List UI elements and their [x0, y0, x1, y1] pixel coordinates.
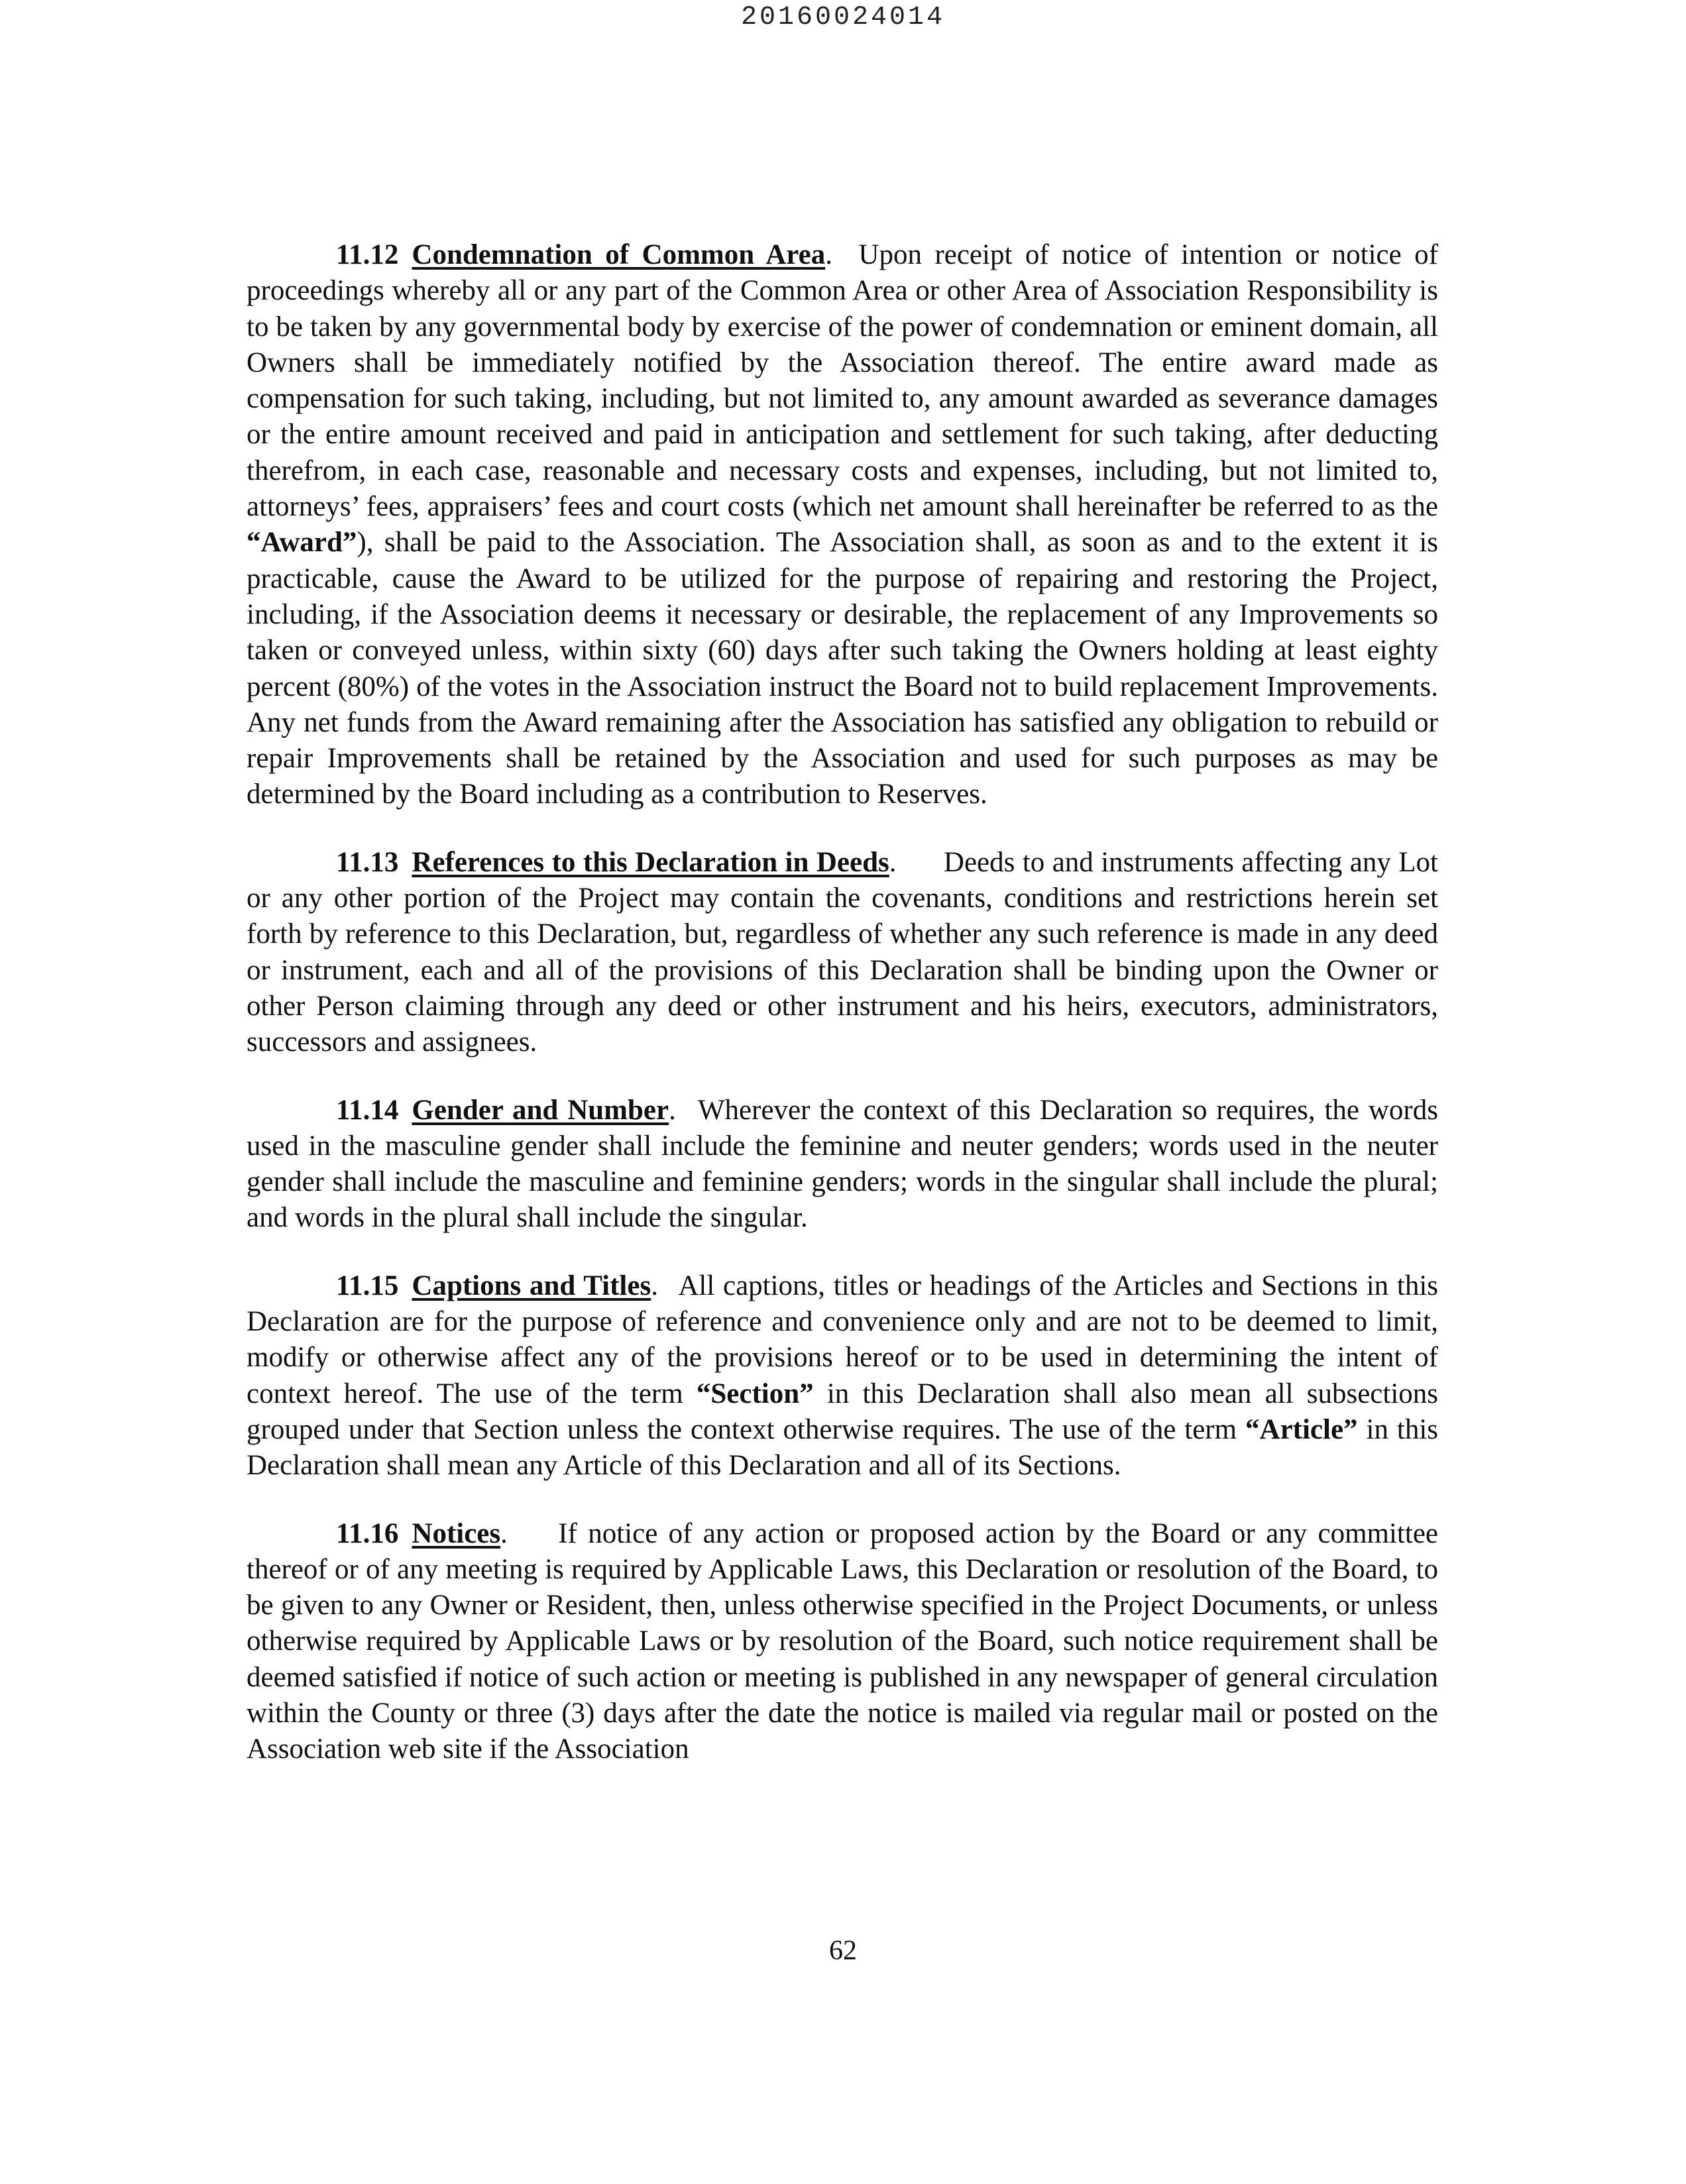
section-number: 11.16	[336, 1517, 399, 1549]
section-title: References to this Declaration in Deeds	[412, 846, 889, 878]
section-number: 11.13	[336, 846, 399, 878]
section-11-13: 11.13 References to this Declaration in Deeds. Deeds to and instruments affecting any Lot or any other portion of the Project may contain the covenants, conditions and restrictions herein set forth by reference to this Declaration, but, regardless of whether any such reference is made in any deed or instrument, each and all of the provisions of this Declaration shall be binding upon the Owner or other Person claiming through any deed or other instrument and his heirs, executors, administrators, successors and assignees.	[247, 846, 1438, 1058]
section-11-14: 11.14 Gender and Number. Wherever the context of this Declaration so requires, the words used in the masculine gender shall include the feminine and neuter genders; words used in the neuter gender shall include the masculine and feminine genders; words in the singular shall include the plural; and words in the plural shall include the singular.	[247, 1094, 1438, 1234]
section-title: Captions and Titles	[412, 1270, 651, 1301]
defined-term: “Award”	[247, 527, 357, 559]
section-text: Deeds to and instruments affecting any Lot or any other portion of the Project may contain the covenants, conditions and restrictions herein set forth by reference to this Declaration, but, regardless of whether any such reference is made in any deed or instrument, each and all of the provisions of this Declaration shall be binding upon the Owner or other Person claiming through any deed or other instrument and his heirs, executors, administrators, successors and assignees.	[247, 846, 1438, 1058]
section-11-12: 11.12 Condemnation of Common Area. Upon receipt of notice of intention or notice of proceedings whereby all or any part of the Common Area or other Area of Association Responsibility is to be taken by any governmental body by exercise of the power of condemnation or eminent domain, all Owners shall be immediately notified by the Association thereof. The entire award made as compensation for such taking, including, but not limited to, any amount awarded as severance damages or the entire amount received and paid in anticipation and settlement for such taking, after deducting therefrom, in each case, reasonable and necessary costs and expenses, including, but not limited to, attorneys’ fees, appraisers’ fees and court costs (which net amount shall hereinafter be referred to as the “Award”), shall be paid to the Association. The Association shall, as soon as and to the extent it is practicable, cause the Award to be utilized for the purpose of repairing and restoring the Project, including, if the Association deems it necessary or desirable, the replacement of any Improvements so taken or conveyed unless, within sixty (60) days after such taking the Owners holding at least eighty percent (80%) of the votes in the Association instruct the Board not to build replacement Improvements. Any net funds from the Award remaining after the Association has satisfied any obligation to rebuild or repair Improvements shall be retained by the Association and used for such purposes as may be determined by the Board including as a contribution to Reserves.	[247, 239, 1438, 810]
section-number: 11.15	[336, 1270, 399, 1301]
section-text: Wherever the context of this Declaration so requires, the words used in the masculine gender shall include the feminine and neuter genders; words used in the neuter gender shall include the masculine and feminine genders; words in the singular shall include the plural; and words in the plural shall include the singular.	[247, 1094, 1438, 1234]
section-title: Gender and Number	[412, 1094, 669, 1126]
section-text: ), shall be paid to the Association. The Association shall, as soon as and to the extent it is practicable, cause the Award to be utilized for the purpose of repairing and restoring the Project, including, if the Association deems it necessary or desirable, the replacement of any Improvements so taken or conveyed unless, within sixty (60) days after such taking the Owners holding at least eighty percent (80%) of the votes in the Association instruct the Board not to build replacement Improvements. Any net funds from the Award remaining after the Association has satisfied any obligation to rebuild or repair Improvements shall be retained by the Association and used for such purposes as may be determined by the Board including as a contribution to Reserves.	[247, 527, 1438, 810]
section-text: in this Declaration shall also mean all subsections grouped under that Section unless the context otherwise requires. The use of the term	[247, 1378, 1438, 1445]
section-11-16: 11.16 Notices. If notice of any action or proposed action by the Board or any committee thereof or of any meeting is required by Applicable Laws, this Declaration or resolution of the Board, to be given to any Owner or Resident, then, unless otherwise specified in the Project Documents, or unless otherwise required by Applicable Laws or by resolution of the Board, such notice requirement shall be deemed satisfied if notice of such action or meeting is published in any newspaper of general circulation within the County or three (3) days after the date the notice is mailed via regular mail or posted on the Association web site if the Association	[247, 1517, 1438, 1765]
section-title: Condemnation of Common Area	[412, 239, 826, 270]
page-number: 62	[829, 1936, 857, 1966]
page-body	[247, 237, 1438, 1768]
section-text: in this Declaration shall mean any Article of this Declaration and all of its Sections.	[247, 1413, 1439, 1482]
section-title: Notices	[412, 1517, 501, 1549]
defined-term: “Section”	[696, 1378, 814, 1409]
section-text: If notice of any action or proposed action by the Board or any committee thereof or of any meeting is required by Applicable Laws, this Declaration or resolution of the Board, to be given to any Owner or Resident, then, unless otherwise specified in the Project Documents, or unless otherwise required by Applicable Laws or by resolution of the Board, such notice requirement shall be deemed satisfied if notice of such action or meeting is published in any newspaper of general circulation within the County or three (3) days after the date the notice is mailed via regular mail or posted on the Association web site if the Association	[247, 1517, 1438, 1765]
section-text: All captions, titles or headings of the Articles and Sections in this Declaration are for the purpose of reference and convenience only and are not to be deemed to limit, modify or otherwise affect any of the provisions hereof or to be used in determining the intent of context hereof. The use of the term	[247, 1270, 1439, 1409]
defined-term: “Article”	[1245, 1413, 1358, 1445]
section-text: Upon receipt of notice of intention or notice of proceedings whereby all or any part of the Common Area or other Area of Association Responsibility is to be taken by any governmental body by exercise of the power of condemnation or eminent domain, all Owners shall be immediately notified by the Association thereof. The entire award made as compensation for such taking, including, but not limited to, any amount awarded as severance damages or the entire amount received and paid in anticipation and settlement for such taking, after deducting therefrom, in each case, reasonable and necessary costs and expenses, including, but not limited to, attorneys’ fees, appraisers’ fees and court costs (which net amount shall hereinafter be referred to as the	[247, 239, 1438, 523]
document-number: 20160024014	[740, 3, 946, 32]
section-11-15: 11.15 Captions and Titles. All captions, titles or headings of the Articles and Sections in this Declaration are for the purpose of reference and convenience only and are not to be deemed to limit, modify or otherwise affect any of the provisions hereof or to be used in determining the intent of context hereof. The use of the term “Section” in this Declaration shall also mean all subsections grouped under that Section unless the context otherwise requires. The use of the term “Article” in this Declaration shall mean any Article of this Declaration and all of its Sections.	[247, 1270, 1439, 1482]
section-number: 11.14	[336, 1094, 399, 1126]
section-number: 11.12	[336, 239, 399, 270]
